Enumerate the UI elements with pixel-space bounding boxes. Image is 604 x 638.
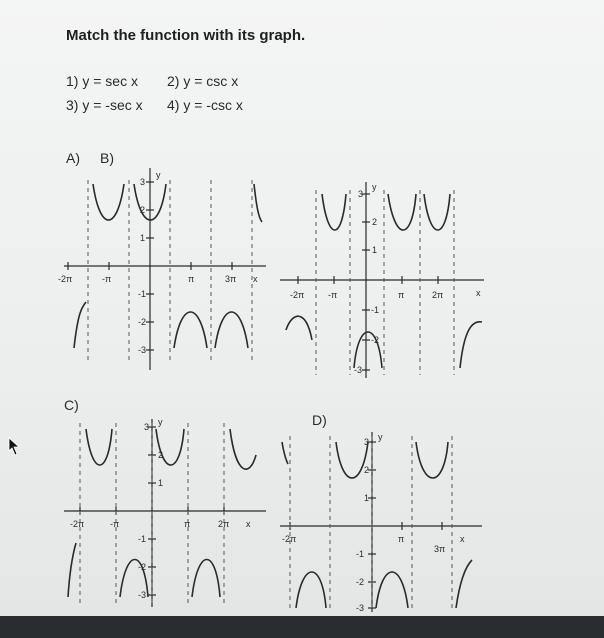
y-tick-label: 3 [358, 189, 364, 199]
graph-a [278, 180, 488, 380]
option-2 [167, 73, 238, 89]
y-axis-label: y [158, 417, 163, 427]
curve-branch [424, 194, 450, 230]
y-tick-label: -1 [356, 549, 365, 559]
tick-label: -π [102, 274, 112, 284]
curve-branch [192, 560, 220, 598]
curve-branch [86, 429, 112, 465]
tick-label: π [398, 534, 405, 544]
mouse-cursor-icon [8, 437, 24, 457]
monitor-bezel [0, 616, 604, 638]
y-tick-label: 1 [372, 245, 378, 255]
y-tick-label: -3 [354, 365, 363, 375]
y-tick-label: -3 [138, 590, 147, 600]
y-tick-label: 1 [140, 233, 146, 243]
tick-label: 2π [432, 290, 444, 300]
x-axis-label: x [246, 519, 251, 529]
curve-branch [286, 316, 312, 340]
graph-b-label: B) [100, 150, 114, 166]
tick-label: -2π [70, 519, 85, 529]
tick-label: -2π [58, 274, 73, 284]
y-tick-label: -1 [371, 305, 380, 315]
option-function: y = -csc x [183, 97, 243, 113]
y-tick-label: 2 [158, 450, 164, 460]
graph-d [276, 430, 486, 615]
option-number: 1) [66, 73, 79, 89]
y-tick-label: -1 [138, 534, 147, 544]
y-tick-label: -2 [356, 577, 365, 587]
curve-branch [416, 442, 448, 478]
tick-label: -2π [290, 290, 305, 300]
option-number: 3) [66, 97, 79, 113]
y-tick-label: 1 [364, 493, 370, 503]
y-tick-label: -2 [371, 335, 380, 345]
tick-label: 2π [218, 519, 230, 529]
y-tick-label: -2 [138, 317, 147, 327]
y-tick-label: 3 [140, 177, 146, 187]
y-tick-label: -3 [138, 345, 147, 355]
y-tick-label: 2 [140, 205, 146, 215]
y-axis-label: y [156, 170, 161, 180]
y-tick-label: -3 [356, 603, 365, 613]
curve-branch [296, 572, 326, 608]
curve-branch [93, 184, 124, 220]
graph-d-label: D) [312, 412, 327, 428]
curve-branch [74, 302, 86, 348]
option-3 [66, 97, 143, 113]
graph-c-label: C) [64, 397, 79, 413]
curve-branch [388, 194, 416, 230]
option-number: 4) [167, 97, 180, 113]
graph-a-label: A) [66, 150, 80, 166]
curve-branch [230, 429, 256, 469]
y-tick-label: 2 [364, 465, 370, 475]
option-number: 2) [167, 73, 180, 89]
y-tick-label: 1 [158, 478, 164, 488]
y-tick-label: 3 [144, 422, 150, 432]
tick-label: π [184, 519, 191, 529]
x-axis-label: x [460, 534, 465, 544]
option-function: y = csc x [183, 73, 239, 89]
y-tick-label: 2 [372, 217, 378, 227]
y-tick-label: -2 [138, 562, 147, 572]
tick-label: π [398, 290, 405, 300]
option-1 [66, 73, 138, 89]
curve-branch [282, 442, 288, 464]
y-axis-label: y [378, 432, 383, 442]
curve-branch [254, 184, 262, 222]
tick-label: -π [328, 290, 338, 300]
curve-branch [68, 543, 76, 597]
question-title: Match the function with its graph. [66, 27, 306, 44]
y-tick-label: -1 [138, 289, 147, 299]
curve-branch [460, 322, 482, 368]
tick-label: -π [110, 519, 120, 529]
option-function: y = sec x [82, 73, 138, 89]
curve-branch [215, 312, 248, 348]
graph-b [60, 162, 270, 377]
x-axis-label: x [253, 274, 258, 284]
option-4 [167, 97, 243, 113]
x-axis-label: x [476, 288, 481, 298]
graph-c [60, 415, 270, 610]
curve-branch [322, 194, 346, 230]
option-function: y = -sec x [82, 97, 143, 113]
tick-label: 3π [434, 544, 446, 554]
curve-branch [376, 572, 408, 608]
tick-label: -2π [282, 534, 297, 544]
tick-label: 3π [225, 274, 237, 284]
y-tick-label: 3 [364, 437, 370, 447]
y-axis-label: y [372, 182, 377, 192]
curve-branch [456, 560, 472, 608]
curve-branch [174, 312, 207, 348]
tick-label: π [188, 274, 195, 284]
